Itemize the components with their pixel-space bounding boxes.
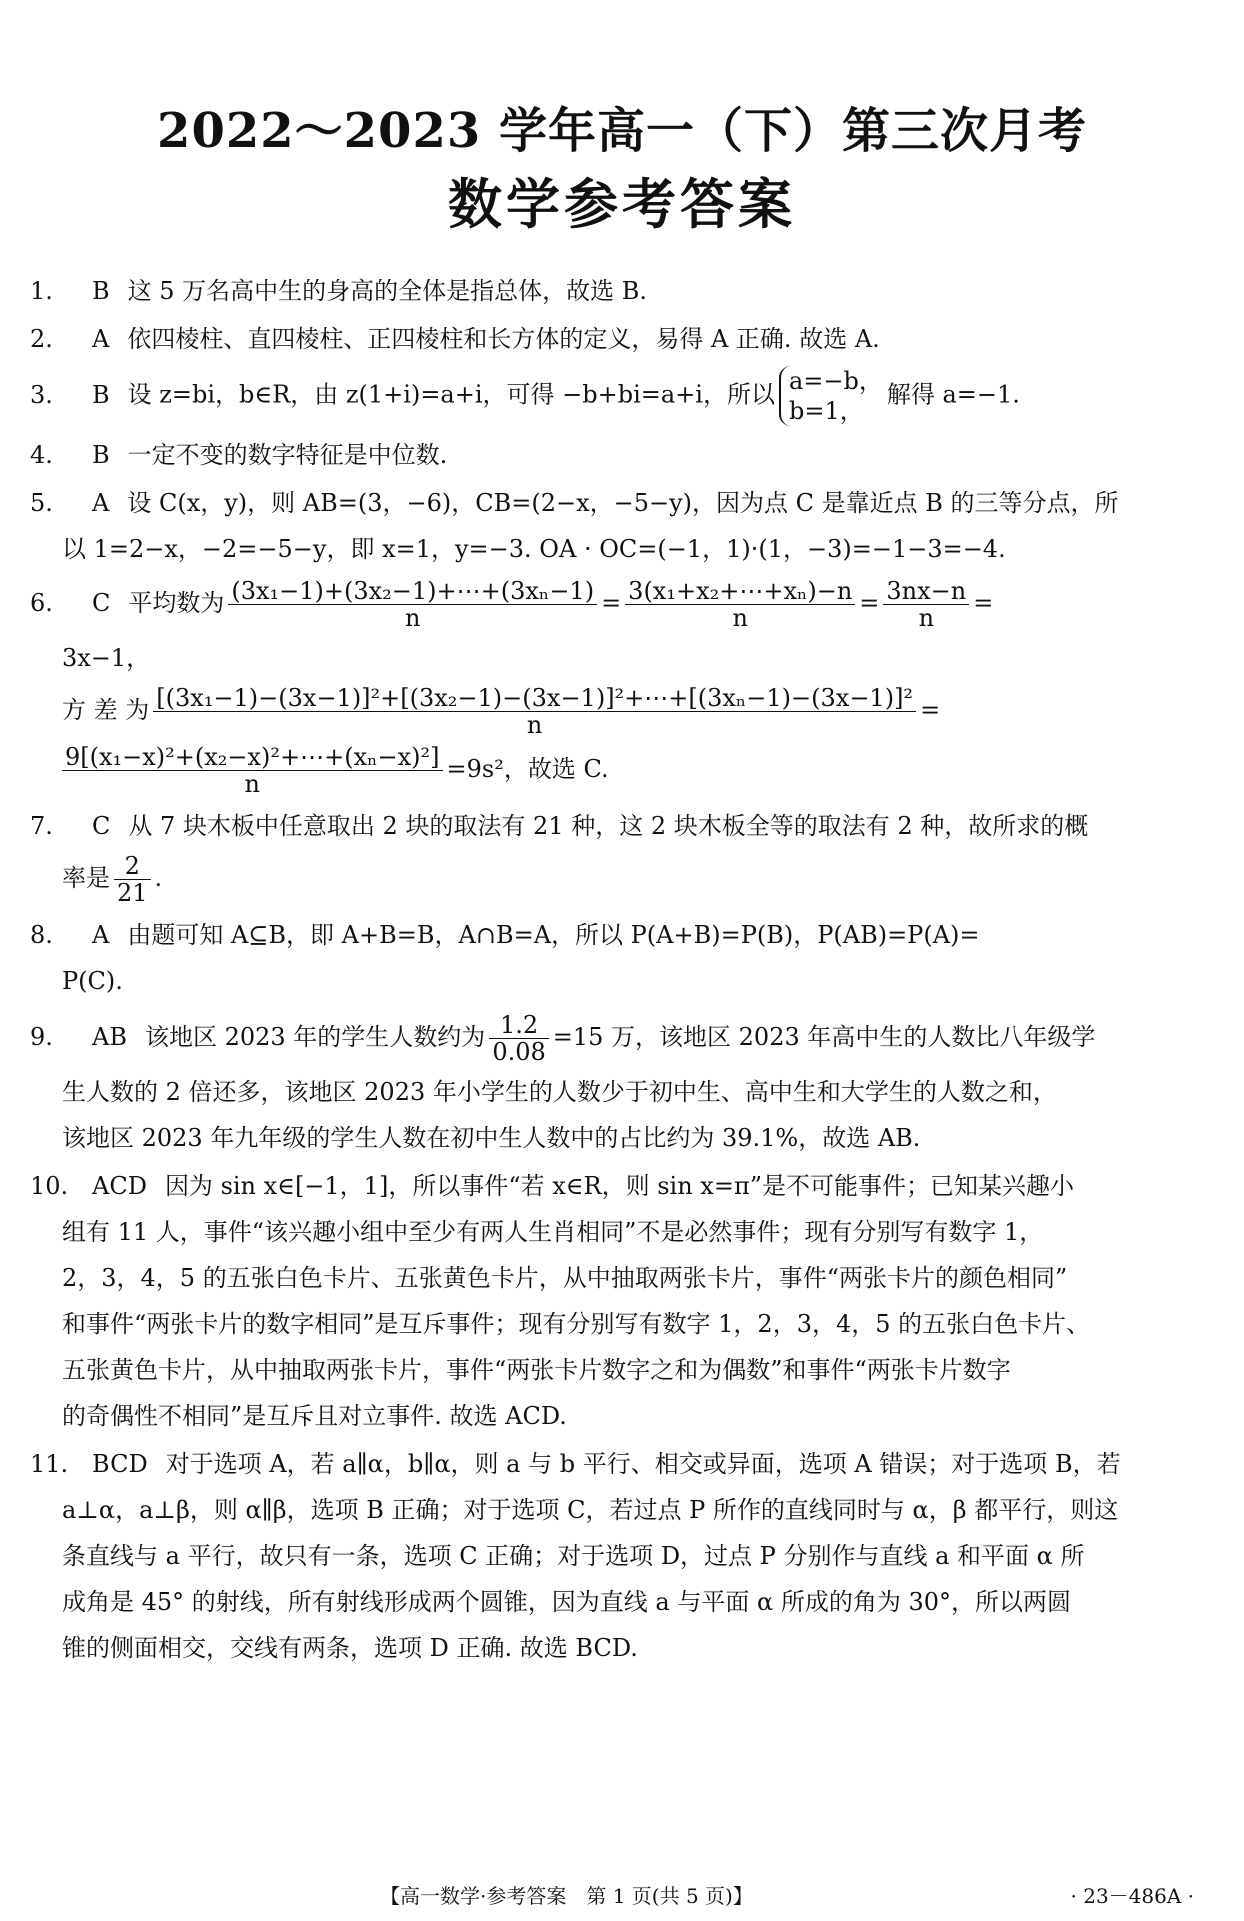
answer-choice: ACD — [92, 1172, 147, 1200]
question-number: 2. — [30, 325, 53, 353]
fraction — [153, 685, 916, 738]
denominator: n — [918, 604, 935, 632]
question-number: 1. — [30, 277, 53, 305]
answer-choice: A — [92, 325, 110, 353]
answer-choice: C — [92, 812, 111, 840]
answers-body — [30, 268, 1210, 1673]
answer-explanation: =15 万，该地区 2023 年高中生的人数比八年级学 — [552, 1023, 1096, 1051]
answer-explanation: 一定不变的数字特征是中位数. — [127, 441, 448, 469]
denominator: 21 — [117, 879, 148, 907]
answer-explanation: 该地区 2023 年的学生人数约为 — [144, 1023, 486, 1051]
equation-line: b=1， — [788, 397, 864, 425]
answer-explanation-cont: 组有 11 人，事件“该兴趣小组中至少有两人生肖相同”不是必然事件；现有分别写有数字 1， — [62, 1218, 1044, 1246]
answer-choice: B — [92, 380, 110, 409]
answer-explanation-cont: 该地区 2023 年九年级的学生人数在初中生人数中的占比约为 39.1%，故选 AB. — [62, 1124, 921, 1152]
fraction — [62, 744, 443, 797]
answer-item-4 — [30, 432, 1210, 478]
question-number: 5. — [30, 489, 53, 517]
answer-explanation: 这 5 万名高中生的身高的全体是指总体，故选 B. — [127, 277, 648, 305]
answer-explanation: 对于选项 A，若 a∥α，b∥α，则 a 与 b 平行、相交或异面，选项 A 错误；对于选项 B，若 — [165, 1450, 1121, 1478]
answer-item-6: 6. C 平均数为 $\frac{\text{(3x₁−1)+(3x₂−1)+⋯+(3xₙ−1)}}{n}$ = $\frac{\text{3(x₁+x₂+⋯+xₙ)−n}}{n}$ = $\frac{3nx-n}{n}$ = 3x−1， 方 差 为 $\frac{\text{[(3x₁−1)−(3x−1)]²+[(3x₂−1)−(3x−1)]²+⋯+[(3xₙ−1)−(3x−1)]²}}{n}$ = $\frac{\text{9[(x₁−x)²+(x₂−x)²+⋯+(xₙ−x)²]}}{n}$ =9s²，故选 C. — [30, 578, 1210, 797]
numerator: [(3x₁−1)−(3x−1)]²+[(3x₂−1)−(3x−1)]²+⋯+[(3xₙ−1)−(3x−1)]² — [153, 685, 916, 712]
answer-explanation: 依四棱柱、直四棱柱、正四棱柱和长方体的定义，易得 A 正确. 故选 A. — [127, 325, 880, 353]
fraction — [114, 853, 151, 906]
fraction — [228, 578, 597, 631]
numerator: 3(x₁+x₂+⋯+xₙ)−n — [625, 578, 855, 605]
variance-result: =9s²，故选 C. — [446, 755, 609, 783]
footer-code: · 23－486A · — [1070, 1884, 1194, 1908]
answer-item-2 — [30, 316, 1210, 362]
equation-line: a=−b， — [788, 367, 883, 395]
answer-item-8 — [30, 912, 1210, 1004]
page-subtitle: 数学参考答案 — [448, 172, 796, 236]
answer-item-5 — [30, 480, 1210, 572]
answer-explanation-cont: P(C). — [62, 967, 123, 995]
answer-choice: A — [92, 921, 110, 949]
fraction — [489, 1012, 548, 1065]
fraction — [625, 578, 855, 631]
answer-explanation-cont: 的奇偶性不相同”是互斥且对立事件. 故选 ACD. — [62, 1402, 567, 1430]
period: . — [154, 864, 163, 892]
numerator: 9[(x₁−x)²+(x₂−x)²+⋯+(xₙ−x)²] — [62, 744, 443, 771]
answer-item-7 — [30, 803, 1210, 906]
answer-choice: B — [92, 441, 110, 469]
answer-choice: B — [92, 277, 110, 305]
answer-explanation-cont: 锥的侧面相交，交线有两条，选项 D 正确. 故选 BCD. — [62, 1634, 638, 1662]
answer-explanation-cont: 和事件“两张卡片的数字相同”是互斥事件；现有分别写有数字 1，2，3，4，5 的五张白色卡片、 — [62, 1310, 1091, 1338]
answer-explanation-cont: 五张黄色卡片，从中抽取两张卡片，事件“两张卡片数字之和为偶数”和事件“两张卡片数字 — [62, 1356, 1011, 1384]
equation-system — [779, 366, 883, 426]
answer-item-10 — [30, 1163, 1210, 1439]
numerator: 1.2 — [489, 1012, 548, 1039]
answer-explanation-cont: 以 1=2−x，−2=−5−y，即 x=1，y=−3. OA · OC=(−1，1)·(1，−3)=−1−3=−4. — [62, 535, 1006, 563]
answer-choice: C — [92, 589, 111, 617]
question-number: 11. — [30, 1450, 69, 1478]
denominator: n — [404, 604, 421, 632]
denominator: 0.08 — [492, 1038, 546, 1066]
numerator: 3nx−n — [883, 578, 969, 605]
answer-item-1 — [30, 268, 1210, 314]
question-number: 9. — [30, 1023, 53, 1051]
denominator: n — [732, 604, 748, 632]
numerator: 2 — [114, 853, 151, 880]
answer-explanation: 设 z=bi，b∈R，由 z(1+i)=a+i，可得 −b+bi=a+i，所以 — [127, 380, 775, 409]
answer-explanation-cont: 条直线与 a 平行，故只有一条，选项 C 正确；对于选项 D，过点 P 分别作与直线 a 和平面 α 所 — [62, 1542, 1085, 1570]
answer-explanation: 因为 sin x∈[−1，1]，所以事件“若 x∈R，则 sin x=π”是不可能事件；已知某兴趣小 — [164, 1172, 1074, 1200]
answer-explanation: 设 C(x，y)，则 AB=(3，−6)，CB=(2−x，−5−y)，因为点 C 是靠近点 B 的三等分点，所 — [127, 489, 1119, 517]
answer-explanation-cont: 生人数的 2 倍还多，该地区 2023 年小学生的人数少于初中生、高中生和大学生的人数之和， — [62, 1078, 1057, 1106]
denominator: n — [526, 711, 543, 739]
answer-explanation-cont: 成角是 45° 的射线，所有射线形成两个圆锥，因为直线 a 与平面 α 所成的角为 30°，所以两圆 — [62, 1588, 1071, 1616]
question-number: 7. — [30, 812, 53, 840]
answer-explanation-cont: 2，3，4，5 的五张白色卡片、五张黄色卡片，从中抽取两张卡片，事件“两张卡片的颜色相同” — [62, 1264, 1068, 1292]
mean-label: 平均数为 — [128, 589, 225, 617]
numerator: (3x₁−1)+(3x₂−1)+⋯+(3xₙ−1) — [228, 578, 597, 605]
variance-label: 方 差 为 — [62, 696, 150, 724]
answer-choice: A — [92, 489, 110, 517]
answer-item-3 — [30, 366, 1210, 426]
denominator: n — [244, 770, 260, 798]
answer-item-11 — [30, 1441, 1210, 1671]
answer-choice: AB — [92, 1023, 127, 1051]
answer-choice: BCD — [92, 1450, 148, 1478]
mean-result: 3x−1， — [62, 644, 151, 672]
answer-conclusion: 解得 a=−1. — [886, 380, 1020, 409]
answer-explanation: 由题可知 A⊆B，即 A+B=B，A∩B=A，所以 P(A+B)=P(B)，P(AB)=P(A)= — [127, 921, 980, 949]
answer-item-9 — [30, 1012, 1210, 1161]
question-number: 3. — [30, 380, 53, 409]
question-number: 8. — [30, 921, 53, 949]
answer-explanation-cont: a⊥α，a⊥β，则 α∥β，选项 B 正确；对于选项 C，若过点 P 所作的直线同时与 α，β 都平行，则这 — [62, 1496, 1119, 1524]
question-number: 10. — [30, 1172, 69, 1200]
question-number: 6. — [30, 589, 53, 617]
footer-page-info: 【高一数学·参考答案 第 1 页(共 5 页)】 — [380, 1884, 753, 1908]
fraction — [883, 578, 969, 631]
question-number: 4. — [30, 441, 53, 469]
probability-label: 率是 — [62, 864, 110, 892]
answer-explanation: 从 7 块木板中任意取出 2 块的取法有 21 种，这 2 块木板全等的取法有 2 种，故所求的概 — [128, 812, 1089, 840]
page-title: 2022～2023 学年高一（下）第三次月考 — [157, 103, 1087, 159]
